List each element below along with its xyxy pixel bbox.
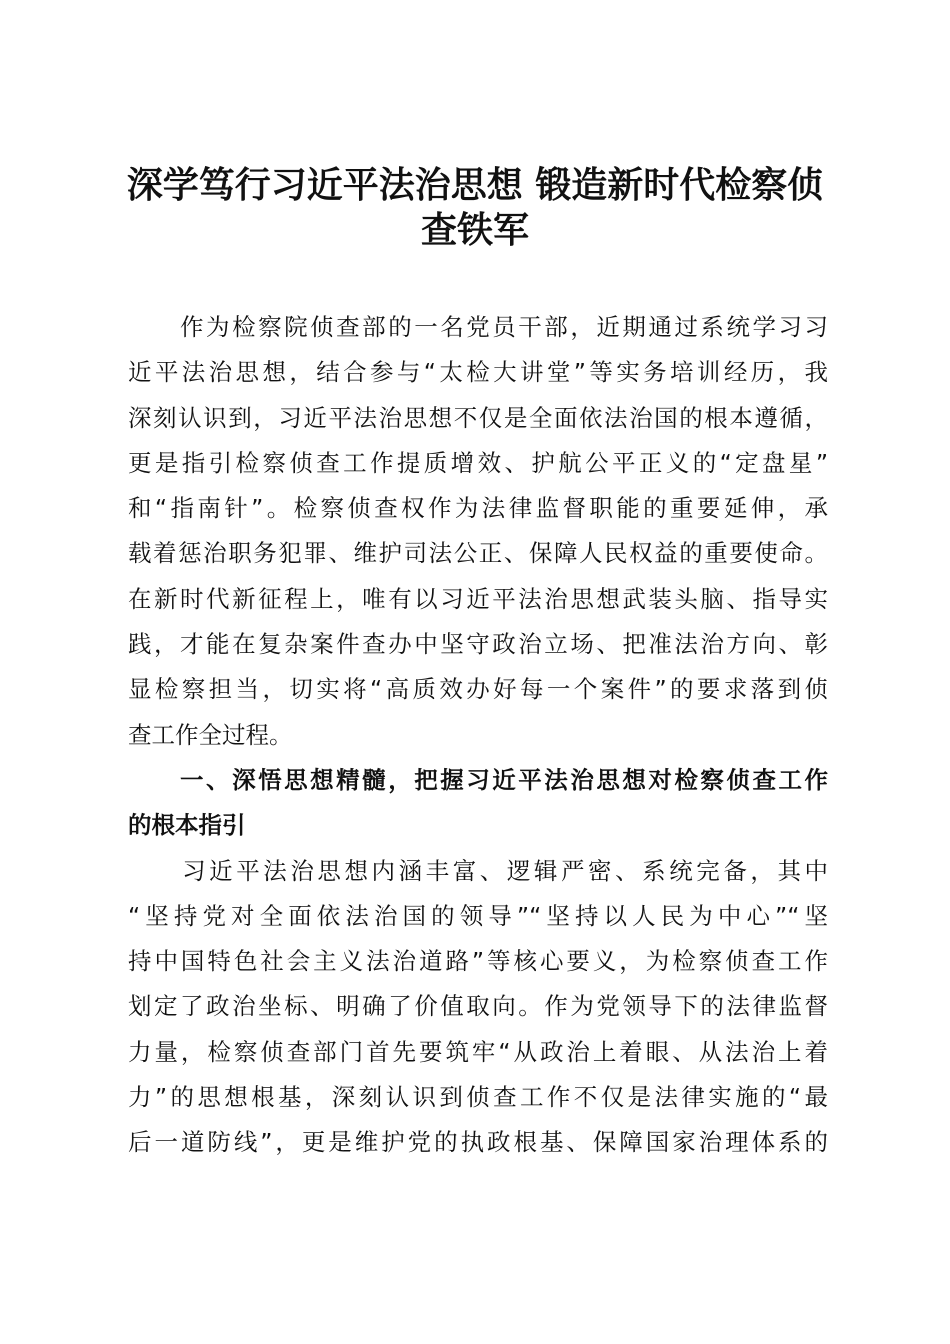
- text-line: 践，才能在复杂案件查办中坚守政治立场、把准法治方向、彰: [128, 630, 828, 659]
- text-line: 后一道防线”，更是维护党的执政根基、保障国家治理体系的: [128, 1128, 828, 1157]
- text-line: 在新时代新征程上，唯有以习近平法治思想武装头脑、指导实: [128, 584, 828, 613]
- title-line: 深学笃行习近平法治思想 锻造新时代检察侦: [126, 164, 824, 206]
- text-line: 载着惩治职务犯罪、维护司法公正、保障人民权益的重要使命。: [128, 539, 828, 568]
- text-line: “坚持党对全面依法治国的领导”“坚持以人民为中心”“坚: [128, 901, 828, 930]
- text-line: 显检察担当，切实将“高质效办好每一个案件”的要求落到侦: [128, 675, 828, 704]
- document-body: [128, 305, 828, 1166]
- heading-line: 的根本指引: [128, 811, 246, 840]
- text-line: 力量，检察侦查部门首先要筑牢“从政治上着眼、从法治上着: [128, 1037, 828, 1066]
- text-line: 划定了政治坐标、明确了价值取向。作为党领导下的法律监督: [128, 992, 828, 1021]
- text-line: 和“指南针”。检察侦查权作为法律监督职能的重要延伸，承: [128, 494, 828, 523]
- text-line: 习近平法治思想内涵丰富、逻辑严密、系统完备，其中: [128, 856, 828, 885]
- heading-line: 一、深悟思想精髓，把握习近平法治思想对检察侦查工作: [128, 765, 828, 794]
- text-line: 持中国特色社会主义法治道路”等核心要义，为检察侦查工作: [128, 947, 828, 976]
- paragraph: [128, 305, 828, 758]
- text-line: 更是指引检察侦查工作提质增效、护航公平正义的“定盘星”: [128, 448, 828, 477]
- text-line: 作为检察院侦查部的一名党员干部，近期通过系统学习习: [128, 313, 828, 341]
- text-line: 查工作全过程。: [128, 720, 293, 749]
- paragraph: [128, 849, 828, 1166]
- text-line: 近平法治思想，结合参与“太检大讲堂”等实务培训经历，我: [128, 358, 828, 387]
- title-line: 查铁军: [420, 209, 529, 252]
- text-line: 深刻认识到，习近平法治思想不仅是全面依法治国的根本遵循，: [128, 403, 828, 432]
- section-heading: [128, 758, 828, 849]
- text-line: 力”的思想根基，深刻认识到侦查工作不仅是法律实施的“最: [128, 1083, 828, 1112]
- document-title: [100, 162, 850, 253]
